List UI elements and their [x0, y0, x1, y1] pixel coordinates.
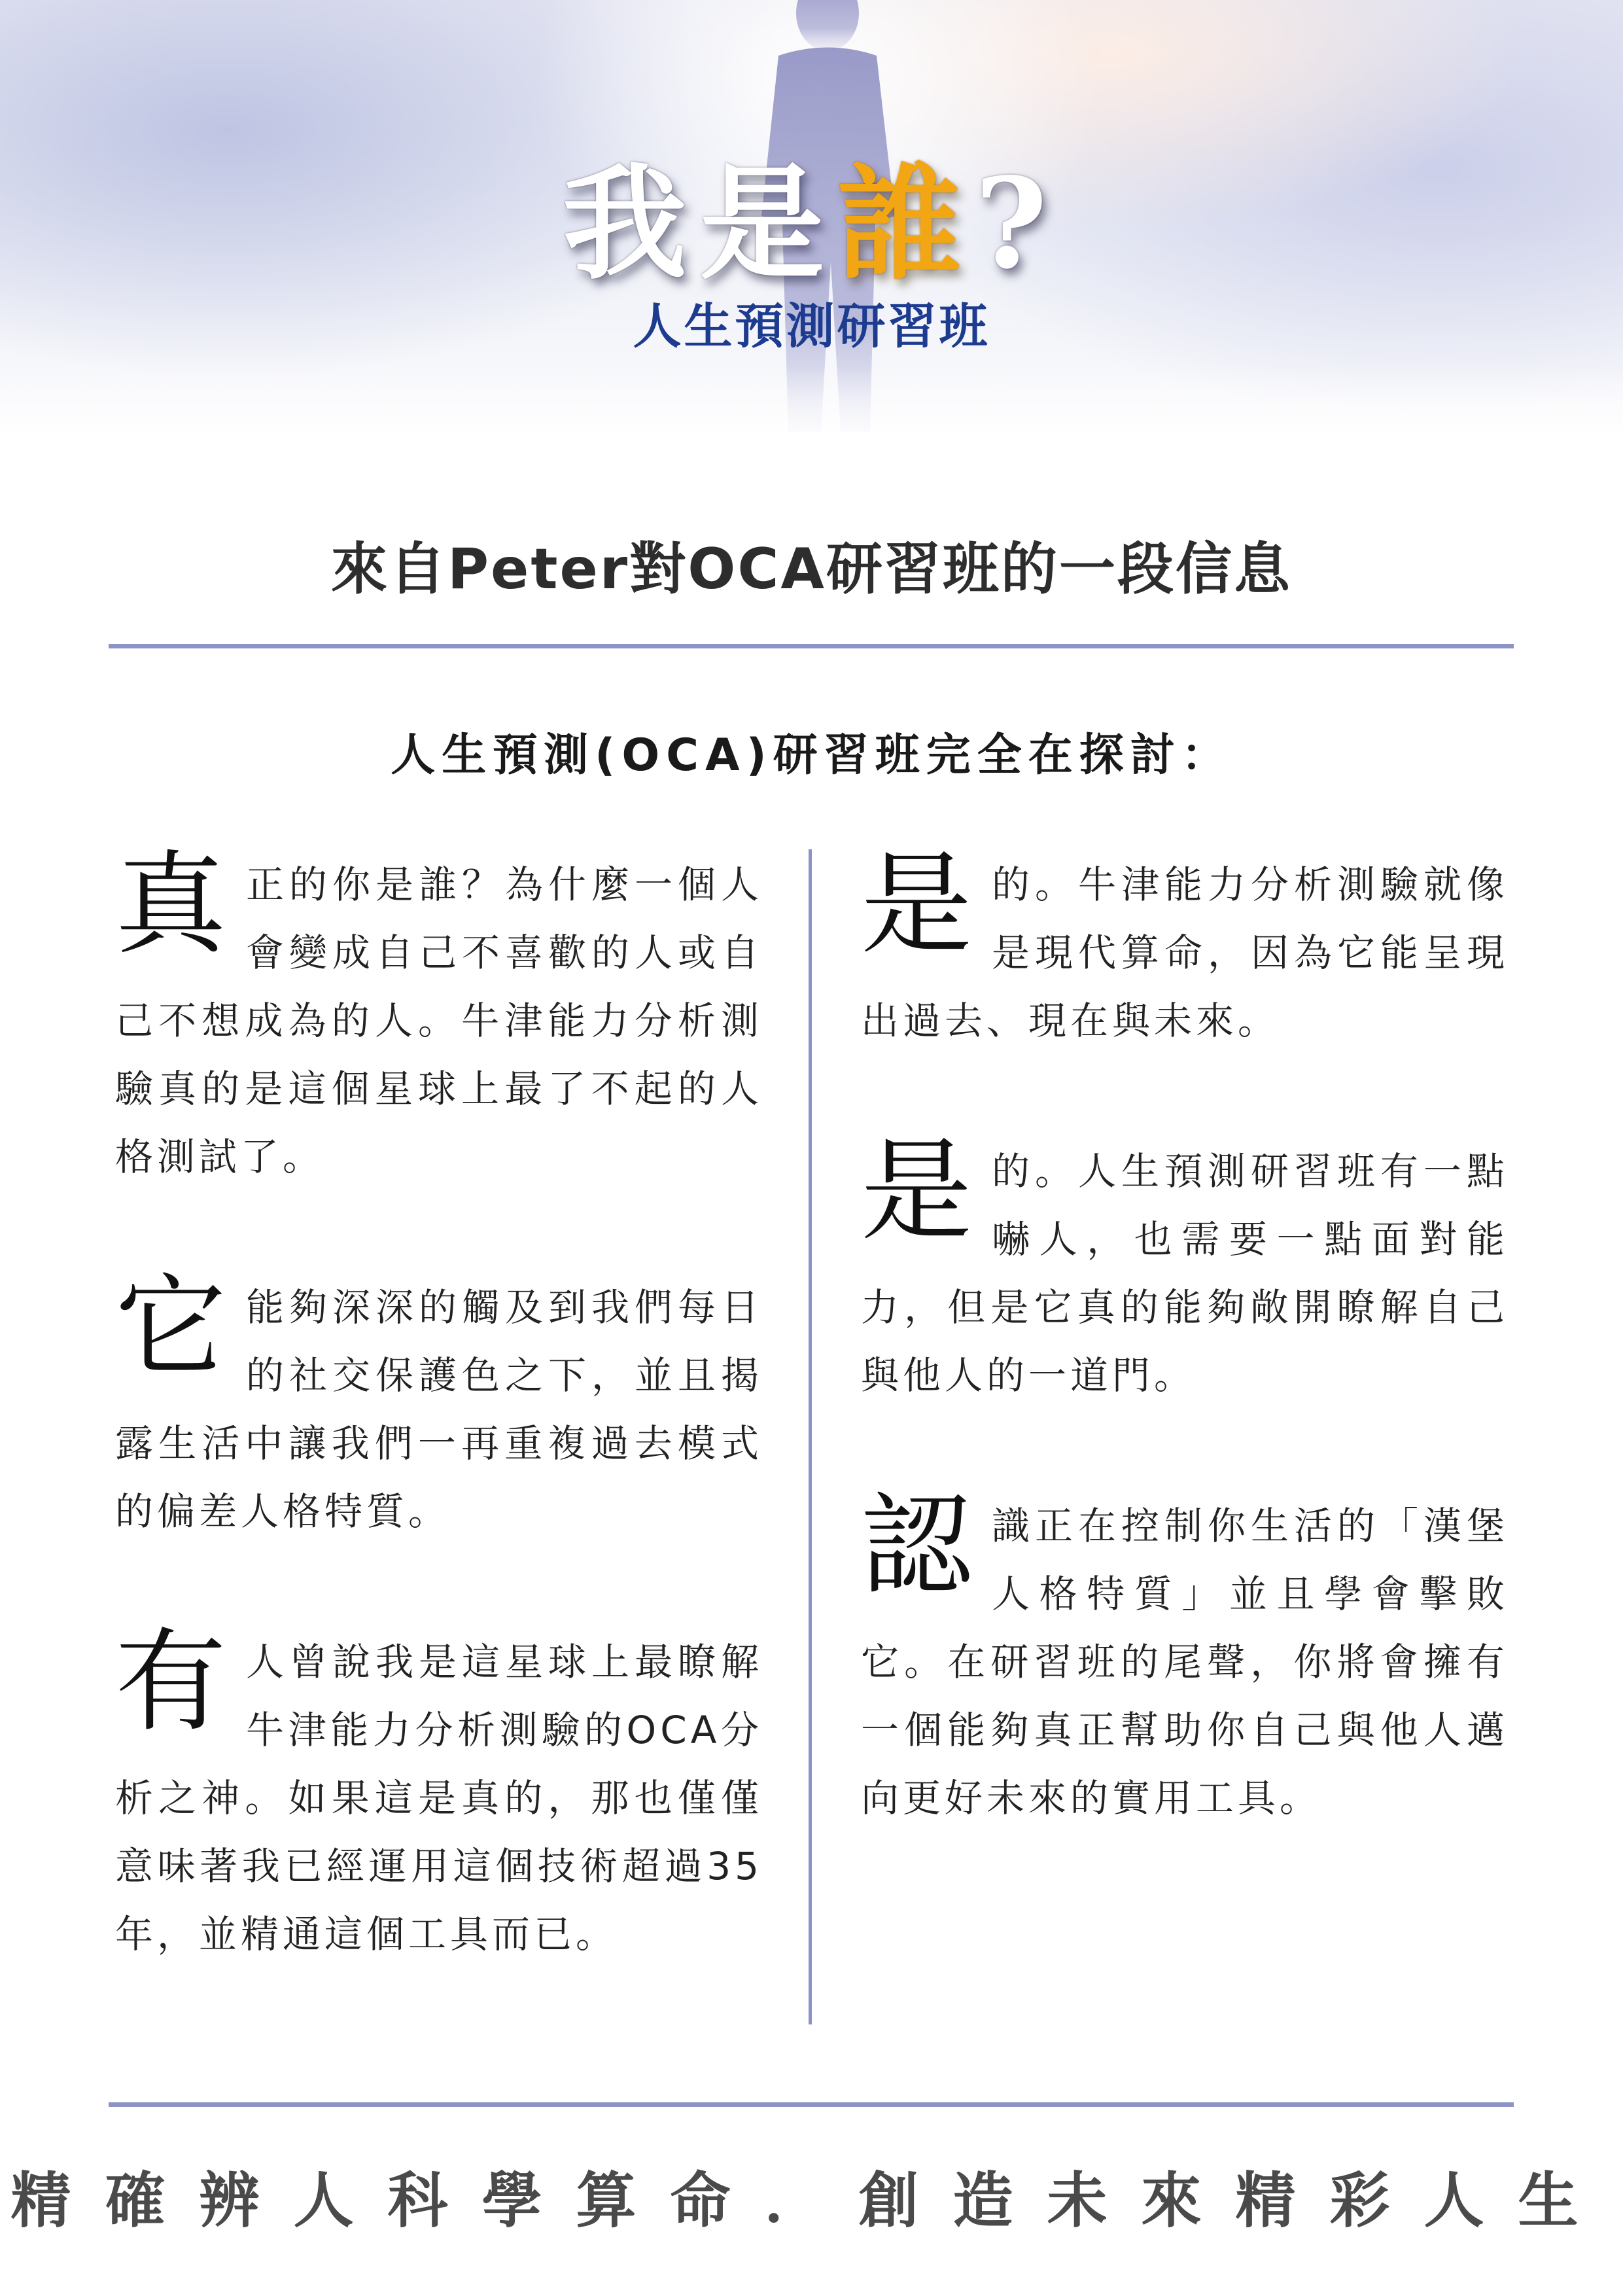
paragraph-text: 能夠深深的觸及到我們每日的社交保護色之下，並且揭露生活中讓我們一再重複過去模式的偏差人格特質。	[115, 1285, 763, 1534]
title-question-mark: ?	[974, 150, 1061, 296]
dropcap: 是	[861, 1127, 977, 1256]
subtitle: 人生預測研習班	[633, 298, 990, 355]
paragraph	[861, 1127, 1509, 1409]
column-divider	[809, 849, 812, 2024]
paragraph	[861, 1481, 1509, 1832]
intro-line: 人生預測(OCA)研習班完全在探討：	[391, 730, 1232, 781]
paragraph-text: 的。人生預測研習班有一點嚇人，也需要一點面對能力，但是它真的能夠敞開瞭解自己與他人的一道門。	[861, 1149, 1509, 1398]
paragraph	[115, 1263, 763, 1545]
hero-banner	[0, 0, 1623, 432]
section-heading: 來自Peter對OCA研習班的一段信息	[331, 537, 1292, 602]
paragraph	[115, 840, 763, 1191]
paragraph	[115, 1617, 763, 1968]
title-main: 我是	[562, 150, 837, 296]
dropcap: 真	[115, 840, 231, 970]
bottom-divider	[109, 2102, 1514, 2107]
main-title	[0, 124, 1623, 303]
dropcap: 是	[861, 840, 977, 970]
dropcap: 它	[115, 1263, 231, 1392]
paragraph-text: 的。牛津能力分析測驗就像是現代算命，因為它能呈現出過去、現在與未來。	[861, 862, 1509, 1043]
right-column	[861, 840, 1509, 1832]
left-column	[115, 840, 763, 1968]
top-divider	[109, 644, 1514, 648]
paragraph-text: 人曾說我是這星球上最瞭解牛津能力分析測驗的OCA分析之神。如果這是真的，那也僅僅意味著我已經運用這個技術超過35年，並精通這個工具而已。	[115, 1640, 763, 1956]
paragraph-text: 識正在控制你生活的「漢堡人格特質」並且學會擊敗它。在研習班的尾聲，你將會擁有一個能夠真正幫助你自己與他人邁向更好未來的實用工具。	[861, 1504, 1509, 1820]
hero-fade	[0, 366, 1623, 432]
title-accent: 誰	[837, 150, 975, 296]
paragraph-text: 正的你是誰？為什麼一個人會變成自己不喜歡的人或自己不想成為的人。牛津能力分析測驗真的是這個星球上最了不起的人格測試了。	[115, 862, 763, 1179]
dropcap: 認	[861, 1481, 977, 1611]
dropcap: 有	[115, 1617, 231, 1747]
footer-slogan: 精確辨人科學算命．創造未來精彩人生	[10, 2165, 1613, 2236]
paragraph	[861, 840, 1509, 1055]
